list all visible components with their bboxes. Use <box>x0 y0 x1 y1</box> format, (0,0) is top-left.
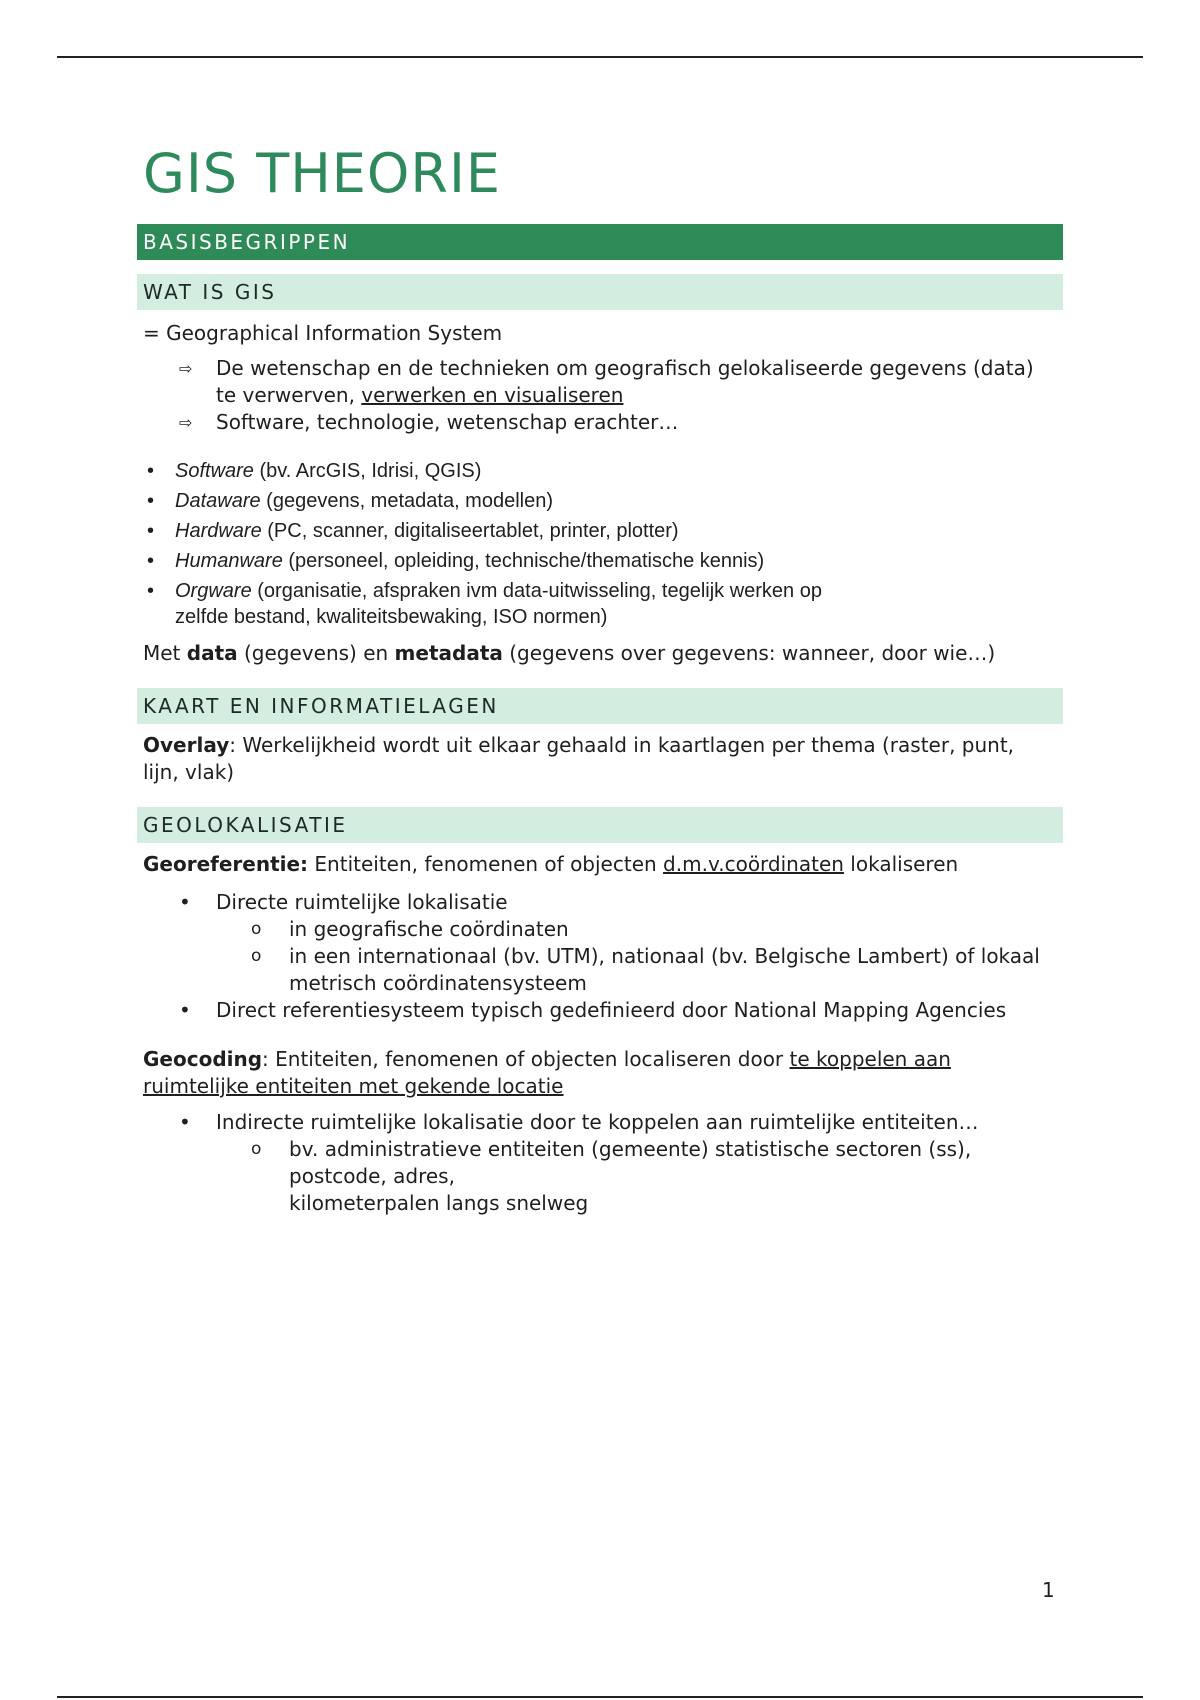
bullet-icon: • <box>147 520 155 542</box>
page-title: GIS THEORIE <box>143 142 501 205</box>
page-content <box>137 140 1063 1217</box>
list-item: • Dataware (gegevens, metadata, modellen) <box>147 490 554 512</box>
bullet-icon: • <box>179 890 191 914</box>
list-item: • Indirecte ruimtelijke lokalisatie door te koppelen aan ruimtelijke entiteiten… <box>179 1110 979 1134</box>
list-item: • Humanware (personeel, opleiding, technische/thematische kennis) <box>147 550 765 572</box>
page-number: 1 <box>1042 1578 1055 1602</box>
arrow-item-text: Software, technologie, wetenschap erachter… <box>216 410 679 434</box>
sub-list-item: o in geografische coördinaten <box>251 917 569 941</box>
subsection-header-geolokalisatie: GEOLOKALISATIE <box>137 807 1063 843</box>
list-item: • Hardware (PC, scanner, digitaliseertablet, printer, plotter) <box>147 520 679 542</box>
subsection-header-kaart: KAART EN INFORMATIELAGEN <box>137 688 1063 724</box>
list-item: • Orgware (organisatie, afspraken ivm data-uitwisseling, tegelijk werken op zelfde bestand, kwaliteitsbewaking, ISO normen) <box>147 580 822 628</box>
subsection-header-wat-is-gis: WAT IS GIS <box>137 274 1063 310</box>
sub-list-item: o bv. administratieve entiteiten (gemeente) statistische sectoren (ss), postcode, adres, kilometerpalen langs snelweg <box>251 1137 972 1215</box>
arrow-item <box>137 409 1063 436</box>
arrow-item <box>137 355 1063 409</box>
arrow-item-text: De wetenschap en de technieken om geografisch gelokaliseerde gegevens (data) <box>216 356 1034 380</box>
georeferentie-line: Georeferentie: Entiteiten, fenomenen of objecten d.m.v.coördinaten lokaliseren <box>143 852 959 876</box>
list-item: • Software (bv. ArcGIS, Idrisi, QGIS) <box>147 460 482 482</box>
bullet-icon: • <box>147 580 155 602</box>
section-header-basisbegrippen: BASISBEGRIPPEN <box>137 224 1063 260</box>
bullet-icon: • <box>147 550 155 572</box>
bullet-icon: • <box>147 460 155 482</box>
sub-bullet-icon: o <box>251 946 262 966</box>
list-item: • Direct referentiesysteem typisch gedefinieerd door National Mapping Agencies <box>179 998 1007 1022</box>
bullet-icon: • <box>179 998 191 1022</box>
sub-list-item: o in een internationaal (bv. UTM), nationaal (bv. Belgische Lambert) of lokaal metrisch coördinatensysteem <box>251 944 1040 995</box>
geocoding-paragraph: Geocoding: Entiteiten, fenomenen of objecten localiseren door te koppelen aan ruimtelijke entiteiten met gekende locatie <box>143 1047 951 1098</box>
sub-bullet-icon: o <box>251 1139 262 1159</box>
bottom-rule <box>57 1696 1143 1698</box>
bullet-icon: • <box>147 490 155 512</box>
component-list <box>137 458 1063 630</box>
sub-bullet-icon: o <box>251 919 262 939</box>
top-rule <box>57 56 1143 58</box>
overlay-paragraph: Overlay: Werkelijkheid wordt uit elkaar gehaald in kaartlagen per thema (raster, punt, lijn, vlak) <box>143 733 1015 784</box>
definition-line: = Geographical Information System <box>143 321 503 345</box>
arrow-item-text: te verwerven, verwerken en visualiseren <box>216 383 624 407</box>
list-item: • Directe ruimtelijke lokalisatie <box>179 890 508 914</box>
arrow-icon: ⇨ <box>179 413 193 432</box>
arrow-icon: ⇨ <box>179 359 193 378</box>
bullet-icon: • <box>179 1110 191 1134</box>
data-metadata-line: Met data (gegevens) en metadata (gegevens over gegevens: wanneer, door wie…) <box>143 641 996 665</box>
